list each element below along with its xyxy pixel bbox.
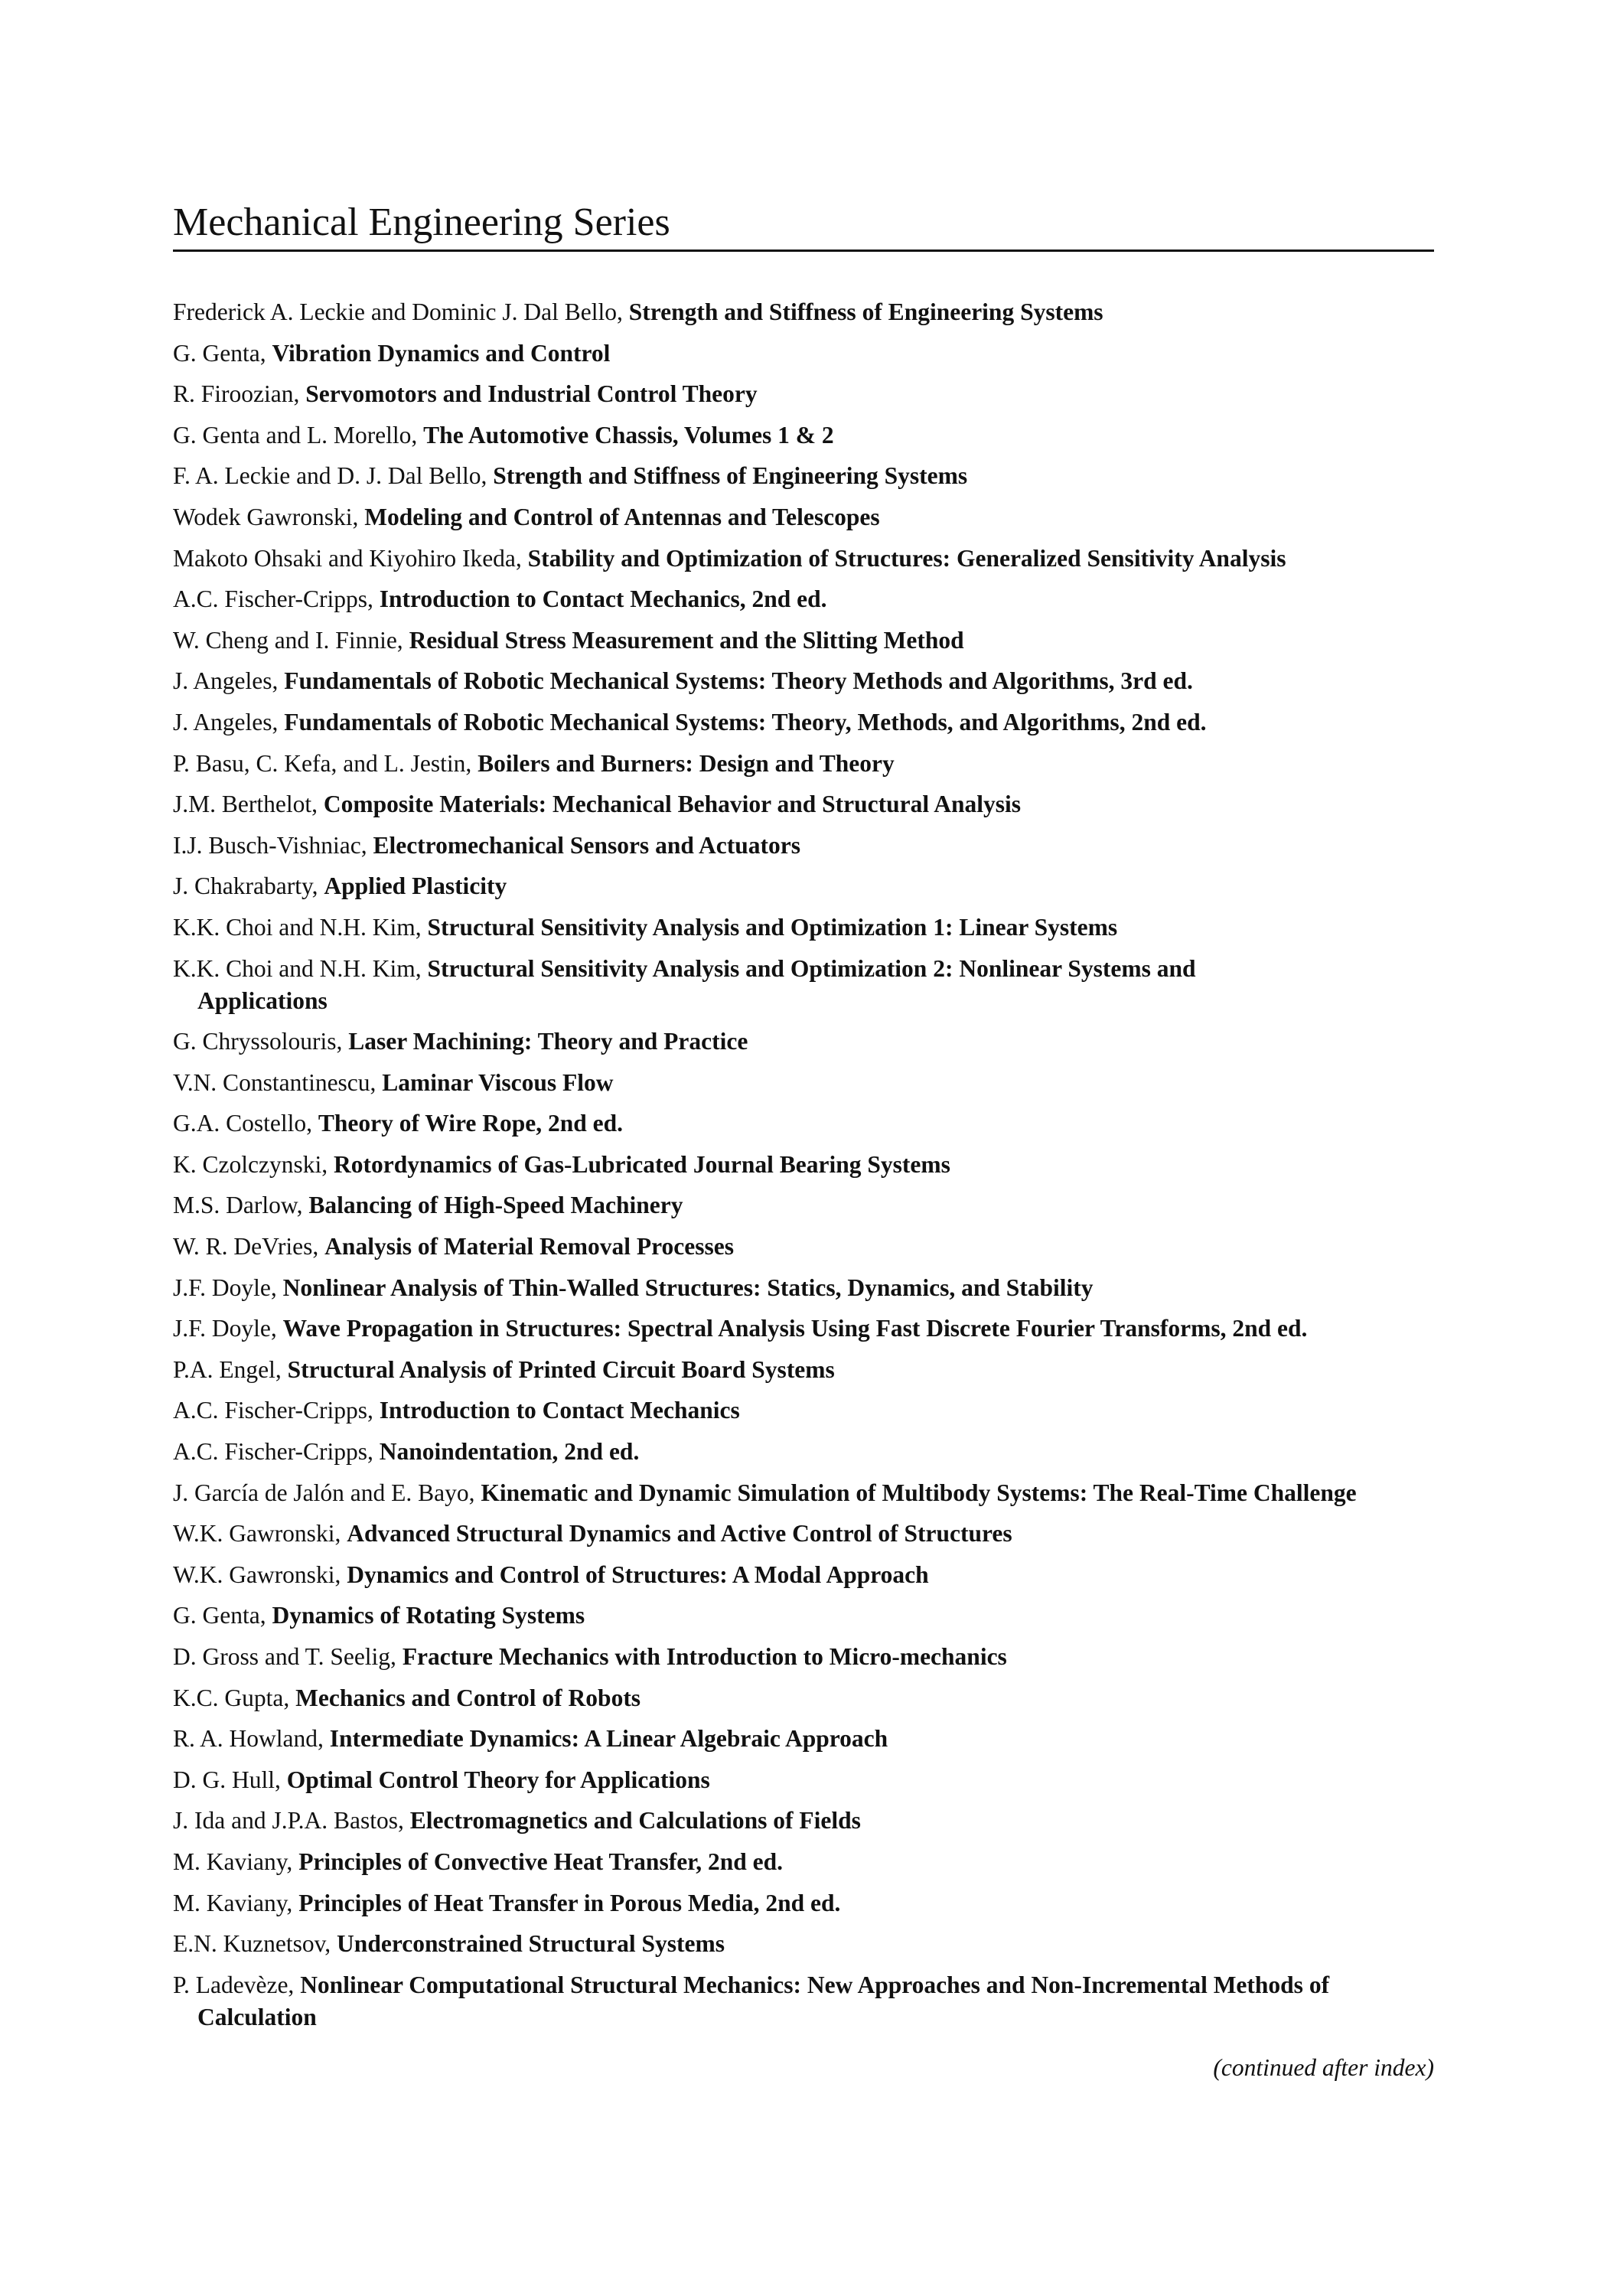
entry-authors: G. Genta and L. Morello,	[173, 421, 418, 448]
list-item	[173, 460, 1434, 492]
entry-authors: W.K. Gawronski,	[173, 1520, 341, 1548]
entry-title: Principles of Convective Heat Transfer, 2nd ed.	[298, 1848, 784, 1875]
list-item	[173, 378, 1434, 410]
entry-authors: D. G. Hull,	[173, 1766, 281, 1793]
list-item	[173, 1764, 1434, 1796]
list-item	[173, 1107, 1434, 1140]
list-item	[173, 1394, 1434, 1427]
list-item	[173, 1477, 1434, 1509]
list-item	[173, 583, 1434, 615]
entry-title: Strength and Stiffness of Engineering Systems	[628, 298, 1103, 325]
entry-title: Kinematic and Dynamic Simulation of Multibody Systems: The Real-Time Challenge	[481, 1479, 1357, 1506]
list-item	[173, 419, 1434, 452]
title-rule	[173, 249, 1434, 252]
entry-authors: J.F. Doyle,	[173, 1274, 277, 1301]
entry-authors: M. Kaviany,	[173, 1889, 293, 1916]
list-item	[173, 1928, 1434, 1960]
entry-authors: P. Ladevèze,	[173, 1971, 295, 1998]
entry-authors: J. Ida and J.P.A. Bastos,	[173, 1807, 404, 1835]
entry-title: Rotordynamics of Gas-Lubricated Journal Bearing Systems	[333, 1150, 950, 1178]
list-item	[173, 1682, 1434, 1714]
entry-authors: K.K. Choi and N.H. Kim,	[173, 954, 422, 982]
entry-title: Electromechanical Sensors and Actuators	[373, 831, 800, 859]
entry-authors: J.M. Berthelot,	[173, 791, 318, 818]
list-item	[173, 1149, 1434, 1181]
list-item	[173, 1805, 1434, 1837]
continued-note: (continued after index)	[1213, 2053, 1434, 2081]
entry-title: Boilers and Burners: Design and Theory	[478, 749, 895, 777]
book-list	[173, 296, 1434, 2033]
entry-title: Wave Propagation in Structures: Spectral Analysis Using Fast Discrete Fourier Transforms, 2nd ed.	[282, 1315, 1308, 1342]
list-item	[173, 1272, 1434, 1304]
entry-authors: R. Firoozian,	[173, 380, 300, 408]
entry-title: Modeling and Control of Antennas and Telescopes	[364, 503, 880, 530]
list-item	[173, 1313, 1391, 1345]
entry-authors: J. Chakrabarty,	[173, 872, 318, 900]
list-item	[173, 1887, 1434, 1919]
list-item	[173, 1559, 1434, 1591]
entry-title: Vibration Dynamics and Control	[272, 339, 611, 367]
entry-title: Advanced Structural Dynamics and Active Control of Structures	[347, 1520, 1012, 1548]
entry-title: The Automotive Chassis, Volumes 1 & 2	[423, 421, 834, 448]
list-item	[173, 748, 1434, 780]
entry-title: Nonlinear Analysis of Thin-Walled Structures: Statics, Dynamics, and Stability	[282, 1274, 1094, 1301]
list-item	[173, 1641, 1434, 1673]
list-item	[173, 1231, 1434, 1263]
list-item	[173, 625, 1434, 657]
list-item	[173, 1723, 1434, 1755]
entry-title: Structural Sensitivity Analysis and Optimization 2: Nonlinear Systems and Applications	[197, 954, 1196, 1014]
entry-authors: G. Genta,	[173, 339, 266, 367]
entry-title: Composite Materials: Mechanical Behavior and Structural Analysis	[323, 791, 1022, 818]
list-item	[173, 665, 1434, 697]
entry-title: Analysis of Material Removal Processes	[324, 1233, 734, 1261]
series-title: Mechanical Engineering Series	[173, 201, 670, 244]
list-item	[173, 788, 1434, 820]
list-item	[173, 953, 1299, 1017]
entry-authors: J. Angeles,	[173, 667, 279, 695]
entry-authors: W. R. DeVries,	[173, 1233, 319, 1261]
list-item	[173, 1026, 1434, 1058]
entry-authors: M.S. Darlow,	[173, 1192, 303, 1219]
entry-authors: I.J. Busch-Vishniac,	[173, 831, 367, 859]
entry-title: Fracture Mechanics with Introduction to Micro-mechanics	[402, 1643, 1007, 1670]
entry-title: Stability and Optimization of Structures: Generalized Sensitivity Analysis	[527, 544, 1286, 572]
entry-authors: K.K. Choi and N.H. Kim,	[173, 913, 422, 941]
list-item	[173, 706, 1434, 739]
list-item	[173, 1846, 1434, 1878]
list-item	[173, 1518, 1434, 1550]
entry-title: Introduction to Contact Mechanics, 2nd ed.	[379, 585, 827, 613]
entry-authors: J.F. Doyle,	[173, 1315, 277, 1342]
entry-authors: W. Cheng and I. Finnie,	[173, 626, 403, 654]
entry-authors: A.C. Fischer-Cripps,	[173, 585, 373, 613]
list-item	[173, 1969, 1434, 2033]
entry-title: Balancing of High-Speed Machinery	[308, 1192, 683, 1219]
entry-title: Optimal Control Theory for Applications	[286, 1766, 710, 1793]
entry-authors: P.A. Engel,	[173, 1355, 282, 1383]
list-item	[173, 296, 1434, 328]
entry-authors: Wodek Gawronski,	[173, 503, 359, 530]
list-item	[173, 338, 1434, 370]
entry-title: Nanoindentation, 2nd ed.	[379, 1438, 640, 1466]
entry-title: Residual Stress Measurement and the Slitting Method	[409, 626, 964, 654]
entry-authors: A.C. Fischer-Cripps,	[173, 1397, 373, 1424]
list-item	[173, 1354, 1434, 1386]
entry-authors: G.A. Costello,	[173, 1110, 313, 1137]
entry-title: Laminar Viscous Flow	[382, 1068, 614, 1096]
list-item	[173, 501, 1434, 533]
entry-authors: K.C. Gupta,	[173, 1684, 290, 1711]
list-item	[173, 1189, 1434, 1221]
entry-title: Fundamentals of Robotic Mechanical Systems: Theory Methods and Algorithms, 3rd ed.	[284, 667, 1193, 695]
entry-authors: R. A. Howland,	[173, 1725, 324, 1753]
entry-authors: J. García de Jalón and E. Bayo,	[173, 1479, 475, 1506]
entry-authors: M. Kaviany,	[173, 1848, 293, 1875]
book-series-page	[173, 199, 1434, 2084]
entry-title: Applied Plasticity	[324, 872, 507, 900]
list-item	[173, 912, 1434, 944]
list-item	[173, 1600, 1434, 1632]
entry-title: Dynamics of Rotating Systems	[272, 1602, 585, 1629]
entry-authors: G. Chryssolouris,	[173, 1028, 343, 1055]
entry-authors: P. Basu, C. Kefa, and L. Jestin,	[173, 749, 472, 777]
entry-title: Fundamentals of Robotic Mechanical Systems: Theory, Methods, and Algorithms, 2nd ed.	[284, 708, 1207, 735]
entry-title: Structural Sensitivity Analysis and Optimization 1: Linear Systems	[427, 913, 1118, 941]
entry-title: Nonlinear Computational Structural Mechanics: New Approaches and Non-Incremental Methods of Calculation	[197, 1971, 1330, 2030]
list-item	[173, 1067, 1434, 1099]
entry-authors: D. Gross and T. Seelig,	[173, 1643, 396, 1670]
entry-title: Servomotors and Industrial Control Theory	[305, 380, 758, 408]
list-item	[173, 1436, 1434, 1468]
list-item	[173, 543, 1434, 575]
entry-authors: A.C. Fischer-Cripps,	[173, 1438, 373, 1466]
entry-title: Intermediate Dynamics: A Linear Algebraic Approach	[329, 1725, 888, 1753]
entry-authors: E.N. Kuznetsov,	[173, 1930, 331, 1958]
entry-title: Mechanics and Control of Robots	[295, 1684, 641, 1711]
entry-title: Underconstrained Structural Systems	[337, 1930, 725, 1958]
entry-title: Structural Analysis of Printed Circuit Board Systems	[287, 1355, 835, 1383]
entry-title: Theory of Wire Rope, 2nd ed.	[318, 1110, 624, 1137]
list-item	[173, 830, 1434, 862]
list-item	[173, 870, 1434, 902]
entry-authors: G. Genta,	[173, 1602, 266, 1629]
entry-title: Principles of Heat Transfer in Porous Media, 2nd ed.	[298, 1889, 841, 1916]
entry-authors: Makoto Ohsaki and Kiyohiro Ikeda,	[173, 544, 522, 572]
entry-title: Electromagnetics and Calculations of Fields	[409, 1807, 861, 1835]
entry-authors: J. Angeles,	[173, 708, 279, 735]
entry-title: Strength and Stiffness of Engineering Systems	[493, 462, 968, 490]
entry-authors: Frederick A. Leckie and Dominic J. Dal Bello,	[173, 298, 623, 325]
entry-title: Laser Machining: Theory and Practice	[348, 1028, 748, 1055]
entry-title: Dynamics and Control of Structures: A Modal Approach	[347, 1561, 929, 1588]
entry-authors: F. A. Leckie and D. J. Dal Bello,	[173, 462, 487, 490]
entry-authors: V.N. Constantinescu,	[173, 1068, 376, 1096]
entry-title: Introduction to Contact Mechanics	[379, 1397, 740, 1424]
entry-authors: W.K. Gawronski,	[173, 1561, 341, 1588]
entry-authors: K. Czolczynski,	[173, 1150, 328, 1178]
